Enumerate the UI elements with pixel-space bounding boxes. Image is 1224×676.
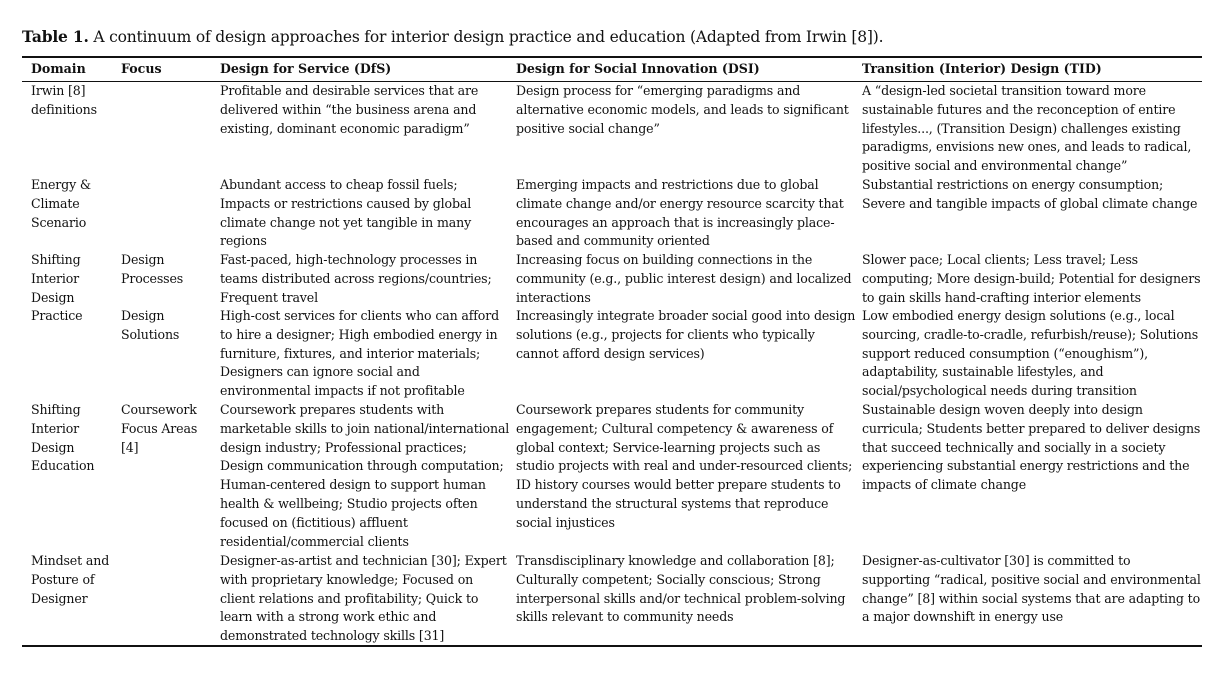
header-tid: Transition (Interior) Design (TID)	[862, 61, 1102, 76]
row-4-focus: Design Solutions	[121, 308, 180, 342]
header-domain: Domain	[31, 61, 86, 76]
row-5-domain: Shifting Interior Design Education	[31, 402, 95, 474]
row-3-domain: Shifting Interior Design Practice	[31, 252, 83, 324]
row-4-dfs: High-cost services for clients who can afford to hire a designer; High embodied energy in furniture, fixtures, and interior materials; Designers can ignore social and environmental impacts if not profitable	[220, 308, 500, 399]
row-3-focus: Design Processes	[121, 252, 184, 286]
table-label: Table 1.	[22, 27, 89, 46]
row-1-dfs: Profitable and desirable services that are delivered within “the business arena and existing, dominant economic paradigm”	[220, 83, 479, 136]
row-3-tid: Slower pace; Local clients; Less travel; Less computing; More design-build; Potential for designers to gain skills hand-crafting interior elements	[862, 252, 1201, 305]
row-2-domain: Energy & Climate Scenario	[31, 177, 91, 230]
row-1-domain: Irwin [8] definitions	[31, 83, 97, 117]
row-5-dsi: Coursework prepares students for community engagement; Cultural competency & awareness of global context; Service-learning projects such as studio projects with real and under-resourced clients; ID history courses would better prepare students to understand the structural systems that reproduce social injustices	[516, 402, 853, 530]
row-6-dsi: Transdisciplinary knowledge and collaboration [8]; Culturally competent; Socially conscious; Strong interpersonal skills and/or technical problem-solving skills relevant to community needs	[516, 553, 846, 625]
table-bottom-rule	[22, 645, 1202, 647]
row-2-tid: Substantial restrictions on energy consumption; Severe and tangible impacts of global climate change	[862, 177, 1198, 211]
header-dsi: Design for Social Innovation (DSI)	[516, 61, 760, 76]
row-5-tid: Sustainable design woven deeply into design curricula; Students better prepared to deliver designs that succeed technically and socially in a society experiencing substantial energy restrictions and the impacts of climate change	[862, 402, 1201, 493]
row-5-focus: Coursework Focus Areas [4]	[121, 402, 198, 455]
row-3-dsi: Increasing focus on building connections in the community (e.g., public interest design) and localized interactions	[516, 252, 852, 305]
table-top-rule	[22, 56, 1202, 58]
row-1-dsi: Design process for “emerging paradigms and alternative economic models, and leads to significant positive social change”	[516, 83, 849, 136]
table-caption-text: A continuum of design approaches for interior design practice and education (Adapted from Irwin [8]).	[93, 28, 884, 46]
table-caption	[22, 27, 883, 47]
row-2-dfs: Abundant access to cheap fossil fuels; Impacts or restrictions caused by global climate change not yet tangible in many regions	[220, 177, 472, 249]
row-2-dsi: Emerging impacts and restrictions due to global climate change and/or energy resource scarcity that encourages an approach that is increasingly place-based and community oriented	[516, 177, 844, 249]
row-4-dsi: Increasingly integrate broader social good into design solutions (e.g., projects for clients who typically cannot afford design services)	[516, 308, 856, 361]
row-3-dfs: Fast-paced, high-technology processes in teams distributed across regions/countries; Frequent travel	[220, 252, 492, 305]
row-4-tid: Low embodied energy design solutions (e.g., local sourcing, cradle-to-cradle, refurbish/reuse); Solutions support reduced consumption (“enoughism”), adaptability, sustainable lifestyles, and social/psychological needs during transition	[862, 308, 1199, 399]
header-dfs: Design for Service (DfS)	[220, 61, 392, 76]
row-6-dfs: Designer-as-artist and technician [30]; Expert with proprietary knowledge; Focused on client relations and profitability; Quick to learn with a strong work ethic and demonstrated technology skills [31]	[220, 553, 507, 644]
header-focus: Focus	[121, 61, 162, 76]
row-5-dfs: Coursework prepares students with marketable skills to join national/international design industry; Professional practices; Design communication through computation; Human-centered design to support human health & wellbeing; Studio projects often focused on (fictitious) affluent residential/commercial clients	[220, 402, 510, 549]
row-1-tid: A “design-led societal transition toward more sustainable futures and the reconception of entire lifestyles..., (Transition Design) challenges existing paradigms, envisions new ones, and leads to radical, positive social and environmental change”	[862, 83, 1192, 174]
row-6-domain: Mindset and Posture of Designer	[31, 553, 110, 606]
row-6-tid: Designer-as-cultivator [30] is committed to supporting “radical, positive social and environmental change” [8] within social systems that are adapting to a major downshift in energy use	[862, 553, 1201, 625]
